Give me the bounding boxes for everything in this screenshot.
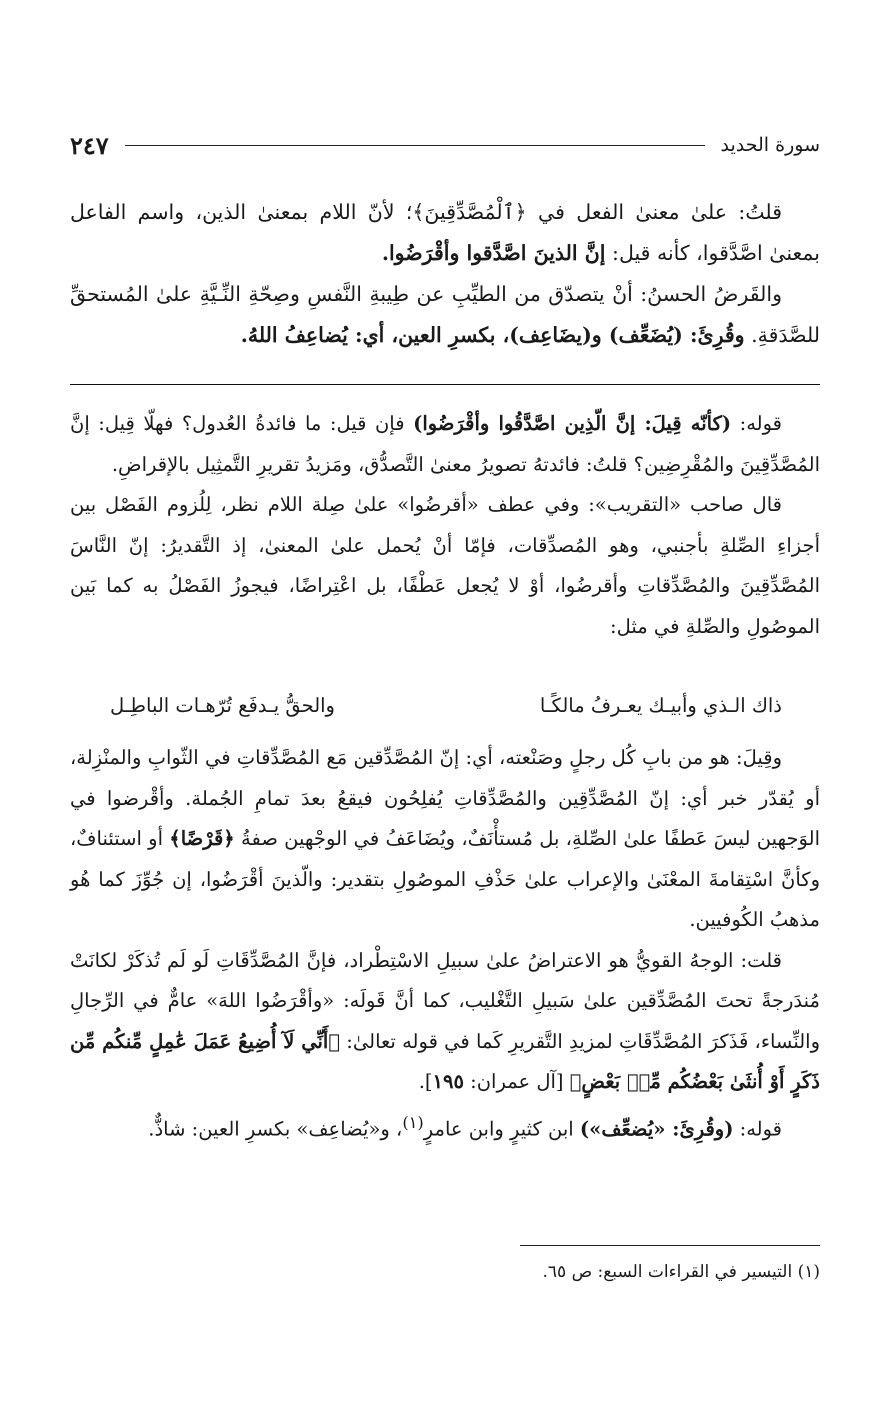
verse-number: ١٩٥ <box>432 1070 464 1093</box>
quran-quote: ﴿أَنِّي لَآ أُضِيعُ عَمَلَ عَٰمِلٍ مِّنكُم مِّن ذَكَرٍ أَوْ أُنثَىٰ بَعْضُكُم مِّنۢ بَعْضٍ﴾ <box>70 1029 820 1093</box>
main-paragraph-1 <box>70 192 820 274</box>
text-run: أو استئنافٌ، وكأنَّ اسْتِقامةَ المعْنَىٰ والإعراب علىٰ حَذْفِ الموصُولِ بتقدير: والّذينَ أقْرَضُوا، إن جُوِّزَ كما هُو مذهبُ الكُوفيين. <box>70 827 820 931</box>
section-divider <box>70 384 820 385</box>
page <box>70 0 820 1415</box>
text-run: قوله: <box>733 1117 782 1140</box>
page-number: ٢٤٧ <box>70 130 109 160</box>
commentary-paragraph-5 <box>70 1103 820 1150</box>
text-run: قلت: الوجهُ القويُّ هو الاعتراضُ علىٰ سبيلِ الاسْتِطْراد، فإنَّ المُصَّدِّقَاتِ لَو لَم تُذكَرْ لكانَتْ مُندَرجةً تحتَ المُصَّدِّقين علىٰ سَبيلِ التَّغْليب، كما أنَّ قَولَه: «وأقْرَضُوا اللهَ» عامٌّ في الرِّجالِ والنِّساء، فَذَكرَ المُصَّدِّقَاتِ لمزيدِ التَّقريرِ كَما في قوله تعالىٰ: <box>70 948 820 1053</box>
footnote-marker: (١) <box>402 1112 424 1132</box>
main-paragraph-2 <box>70 274 820 356</box>
surah-title: سورة الحديد <box>720 134 820 156</box>
page-header <box>70 128 820 162</box>
footnote: (١) التيسير في القراءات السبع: ص ٦٥. <box>542 1262 820 1282</box>
commentary-text <box>70 404 820 647</box>
text-run: قوله: <box>731 412 782 435</box>
poem-verse <box>70 690 820 730</box>
commentary-paragraph-4 <box>70 941 820 1103</box>
text-run: ابن كثيرٍ وابن عامرٍ <box>423 1117 580 1140</box>
text-run: [آل عمران: <box>463 1070 570 1093</box>
text-run: قلتُ: علىٰ معنىٰ الفعل في ﴿ٱلْمُصَّدِّقِينَ﴾؛ لأنّ اللام بمعنىٰ الذين، واسم الفاعل بمعنىٰ اصَّدَّقوا، كأنه قيل: <box>70 200 820 265</box>
main-text <box>70 192 820 356</box>
footnote-rule <box>520 1245 820 1246</box>
header-rule <box>125 145 705 146</box>
quran-quote: ﴿قَرْضًا﴾ <box>169 827 235 850</box>
text-run: وقِيلَ: هو من بابِ كُل رجلٍ وصَنْعته، أي: إنّ المُصَّدِّقين مَع المُصَّدِّقاتِ في الثّوابِ والمنْزِلة، أو يُقدّر خبر أي: إنّ المُصَّدِّقِين والمُصَّدِّقاتِ يُفلِحُون فيقعُ بعدَ تمامِ الجُملة. وأقْرضوا في الوَجهين ليسَ عَطفًا علىٰ الصِّلةِ، بل مُستأْنَفٌ، ويُضَاعَفُ في الوجْهين صفةُ <box>70 746 820 850</box>
text-run: ]. <box>418 1070 433 1093</box>
poem-first-hemistich: ذاك الـذي وأبيـك يعـرفُ مالكًـا <box>539 694 782 717</box>
commentary-paragraph-3 <box>70 738 820 941</box>
text-run: ، و«يُضاعِف» بكسرِ العين: شاذٌّ. <box>148 1117 403 1140</box>
bold-run: إنَّ الذينَ اصَّدَّقوا وأقْرَضُوا. <box>381 241 606 265</box>
text-run: والقَرضُ الحسنُ: أنْ يتصدّق من الطيِّبِ عن طِيبةِ النَّفسِ وصِحّةِ النِّـيَّةِ علىٰ المُستحقِّ للصَّدَقةِ. <box>70 282 820 347</box>
commentary-paragraph-2: قال صاحب «التقريب»: وفي عطف «أقرضُوا» علىٰ صِلة اللام نظر، لِلُزوم الفَصْل بين أجزاءِ الصِّلةِ بأجنبي، وهو المُصدِّقات، فإمّا أنْ يُحمل علىٰ المعنىٰ، إذ التَّقديرُ: إنّ النَّاسَ المُصَّدِّقِينَ والمُصَّدِّقاتِ وأقرضُوا، أوْ لا يُجعل عَطْفًا، بل اعْتِراضًا، فيجوزُ الفَصْلُ به كما بَين الموصُولِ والصِّلةِ في مثل: <box>70 493 820 638</box>
bold-run: (وقُرِئَ: «يُضعِّف») <box>579 1117 734 1140</box>
commentary-paragraph-1 <box>70 404 820 485</box>
text-run: فإن قيل: ما فائدةُ العُدول؟ فهلّا قِيل: إنَّ المُصَّدِّقِينَ والمُقْرِضِين؟ قلتُ: فائدتهُ تصويرُ معنىٰ التَّصدُّق، ومَزيدُ تقريرِ التَّمثِيل بالإقراضِ. <box>70 412 820 476</box>
bold-run: (كأنّه قِيلَ: إنَّ الّذِين اصَّدَّقُوا وأقْرَضُوا) <box>413 412 732 435</box>
commentary-text-continued <box>70 738 820 1150</box>
poem-second-hemistich: والحقُّ يـدفَع تُرّهـات الباطِـل <box>110 694 335 717</box>
bold-run: وقُرِئَ: (يُضَعِّف) و(يضَاعِف)، بكسرِ العين، أي: يُضاعِفُ اللهُ. <box>240 323 745 347</box>
